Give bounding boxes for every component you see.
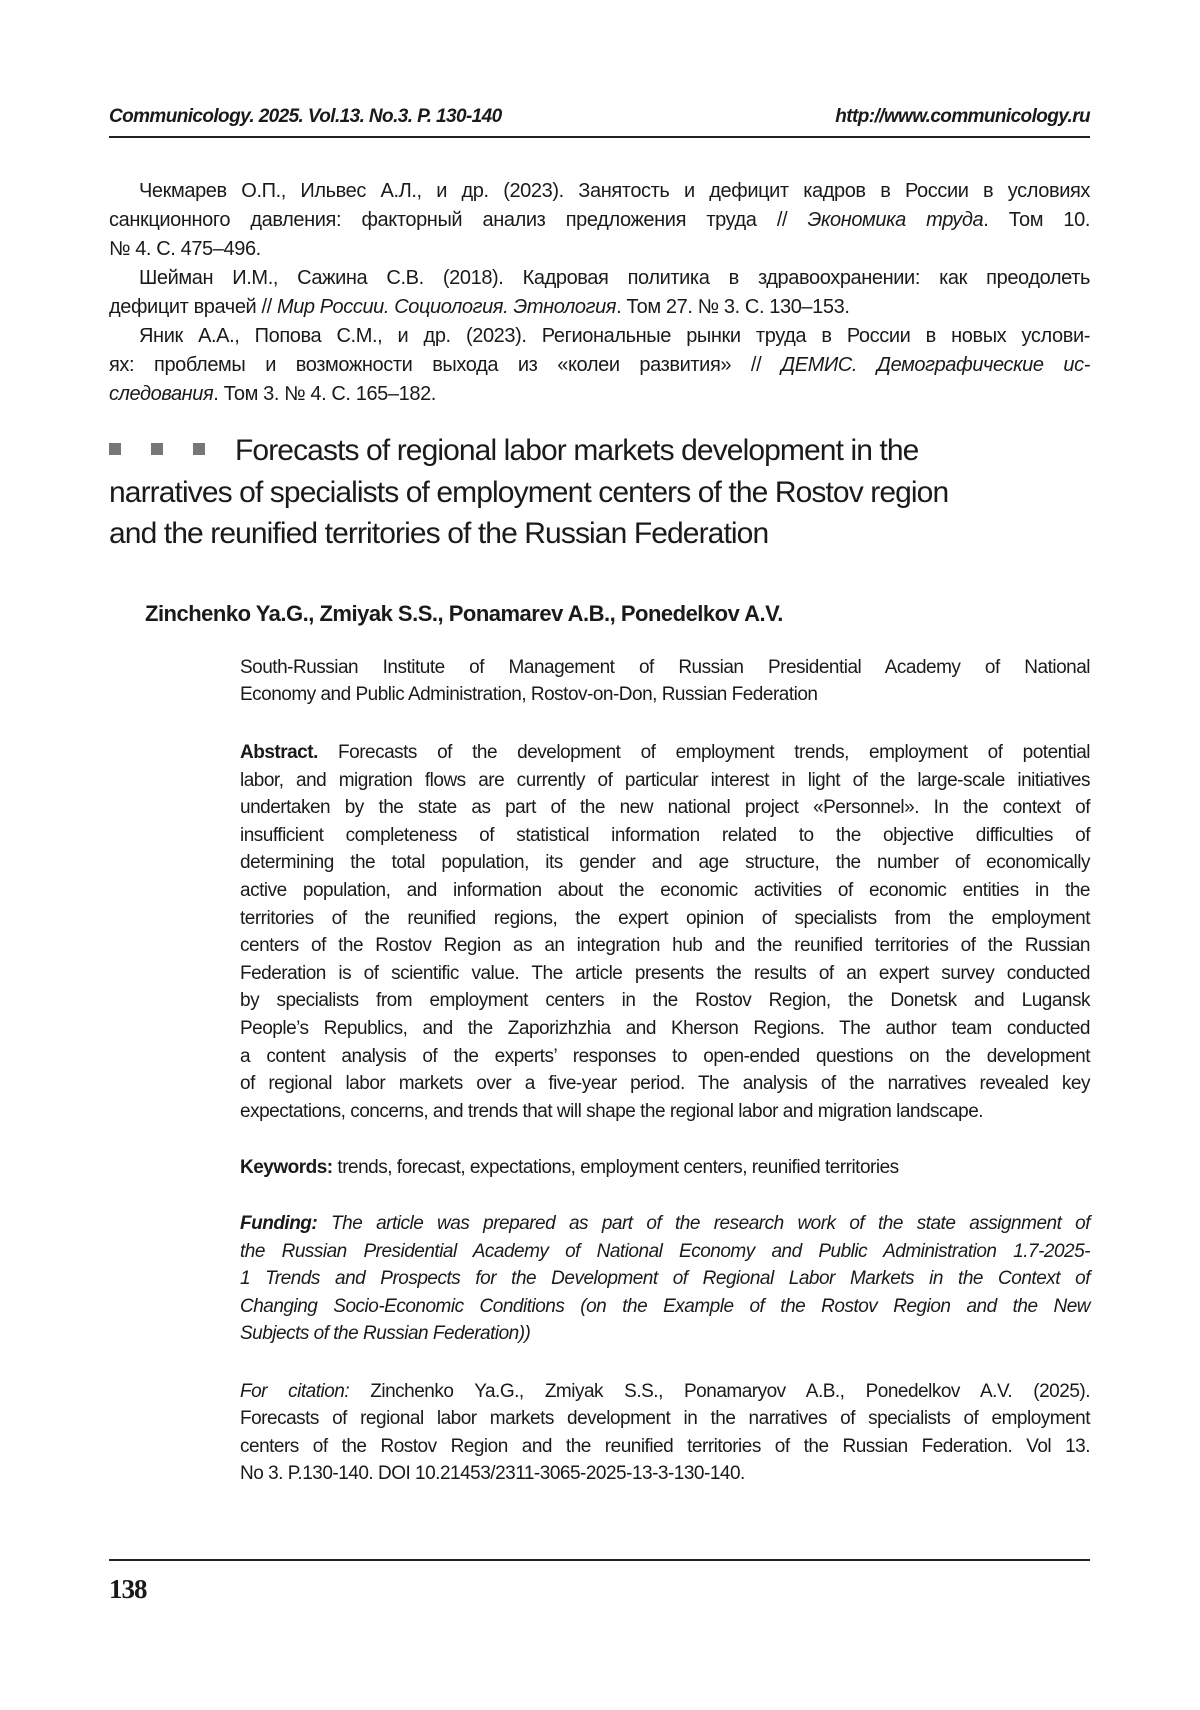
abstract-line	[240, 960, 1090, 988]
reference-line	[109, 293, 1090, 322]
funding-text: The article was prepared as part of the research work of the state assignment of	[317, 1213, 1090, 1234]
abstract-text: by specialists from employment centers in the Rostov Region, the Donetsk and Lugansk	[240, 990, 1090, 1012]
affiliation-line: Economy and Public Administration, Rostov-on-Don, Russian Federation	[240, 684, 818, 705]
article-title	[109, 430, 1009, 555]
funding-line	[240, 1238, 1090, 1266]
citation-text: Forecasts of regional labor markets development in the narratives of specialists of employment	[240, 1408, 1090, 1430]
journal-name: следования	[109, 383, 214, 405]
funding	[240, 1210, 1090, 1348]
citation-line	[240, 1433, 1090, 1460]
abstract-text: centers of the Rostov Region as an integration hub and the reunified territories of the Russian	[240, 935, 1090, 957]
journal-name: Мир России. Социология. Этнология	[276, 296, 617, 318]
authors: Zinchenko Ya.G., Zmiyak S.S., Ponamarev A.B., Ponedelkov A.V.	[145, 601, 783, 626]
abstract-line	[240, 905, 1090, 933]
citation-text: No 3. P.130-140. DOI 10.21453/2311-3065-2025-13-3-130-140.	[240, 1462, 745, 1484]
reference-line	[109, 380, 1090, 409]
abstract-line	[240, 1043, 1090, 1071]
funding-text: 1 Trends and Prospects for the Development of Regional Labor Markets in the Context of	[240, 1268, 1090, 1290]
footer-rule	[109, 1559, 1090, 1561]
reference-text: санкционного давления: факторный анализ предложения труда //	[109, 209, 808, 231]
citation-line	[240, 1460, 1090, 1487]
citation-label: For citation:	[240, 1381, 350, 1402]
abstract-line	[240, 1015, 1090, 1043]
reference-text: . Том 27. № 3. С. 130–153.	[616, 296, 850, 318]
funding-text: Subjects of the Russian Federation))	[240, 1323, 531, 1345]
reference-line	[109, 351, 1090, 380]
reference-line	[109, 206, 1090, 235]
abstract-text: determining the total population, its gender and age structure, the number of economically	[240, 852, 1090, 874]
reference-line	[109, 177, 1090, 206]
reference-text: № 4. С. 475–496.	[109, 238, 261, 260]
abstract-text: active population, and information about the economic activities of economic entities in the	[240, 879, 1090, 901]
reference-text: Чекмарев О.П., Ильвес А.Л., и др. (2023). Занятость и дефицит кадров в России в условиях	[139, 180, 1090, 202]
bullet-square-icon	[109, 443, 121, 455]
funding-text: the Russian Presidential Academy of National Economy and Public Administration 1.7-2025-	[240, 1240, 1090, 1262]
abstract-line	[240, 877, 1090, 905]
abstract-text: People’s Republics, and the Zaporizhzhia and Kherson Regions. The author team conducted	[240, 1017, 1090, 1039]
journal-citation: Communicology. 2025. Vol.13. No.3. P. 130-140	[109, 106, 502, 127]
funding-line	[240, 1265, 1090, 1293]
citation-text: Zinchenko Ya.G., Zmiyak S.S., Ponamaryov A.B., Ponedelkov A.V. (2025).	[349, 1381, 1090, 1402]
abstract-line	[240, 987, 1090, 1015]
funding-label: Funding:	[240, 1213, 318, 1234]
citation-text: centers of the Rostov Region and the reunified territories of the Russian Federation. Vol 13.	[240, 1435, 1090, 1457]
keywords	[240, 1154, 1090, 1182]
reference-line	[109, 264, 1090, 293]
affiliation-line: South-Russian Institute of Management of Russian Presidential Academy of National	[240, 657, 1090, 678]
keywords-label: Keywords:	[240, 1157, 333, 1178]
journal-url[interactable]: http://www.communicology.ru	[835, 106, 1090, 127]
funding-text: Changing Socio-Economic Conditions (on the Example of the Rostov Region and the New	[240, 1295, 1090, 1317]
abstract-line	[240, 932, 1090, 960]
abstract-label: Abstract.	[240, 742, 318, 763]
abstract-text: Federation is of scientific value. The article presents the results of an expert survey conducted	[240, 962, 1090, 984]
abstract-line	[240, 739, 1090, 767]
bullet-square-icon	[193, 443, 205, 455]
funding-line	[240, 1320, 1090, 1348]
affiliation	[240, 654, 1090, 708]
abstract-text: a content analysis of the experts’ responses to open-ended questions on the development	[240, 1045, 1090, 1067]
abstract-text: Forecasts of the development of employment trends, employment of potential	[317, 742, 1090, 763]
reference-text: дефицит врачей //	[109, 296, 277, 318]
title-line: narratives of specialists of employment centers of the Rostov region	[109, 475, 949, 509]
reference-text: . Том 3. № 4. С. 165–182.	[213, 383, 436, 405]
citation-line	[240, 1378, 1090, 1405]
reference-text: . Том 10.	[983, 209, 1091, 231]
journal-name: ДЕМИС. Демографические ис-	[781, 354, 1090, 376]
abstract-text: expectations, concerns, and trends that will shape the regional labor and migration landscape.	[240, 1100, 984, 1122]
title-line: and the reunified territories of the Russian Federation	[109, 517, 769, 550]
running-header	[109, 106, 1090, 136]
keywords-text: trends, forecast, expectations, employment centers, reunified territories	[332, 1157, 899, 1178]
abstract-text: undertaken by the state as part of the new national project «Personnel». In the context of	[240, 797, 1090, 819]
abstract	[240, 739, 1090, 1125]
abstract-text: of regional labor markets over a five-year period. The analysis of the narratives revealed key	[240, 1073, 1090, 1095]
abstract-line	[240, 822, 1090, 850]
reference-line	[109, 322, 1090, 351]
abstract-line	[240, 767, 1090, 795]
abstract-line	[240, 794, 1090, 822]
abstract-line	[240, 1098, 1090, 1126]
title-line: Forecasts of regional labor markets development in the	[235, 434, 919, 467]
abstract-text: labor, and migration flows are currently of particular interest in light of the large-scale initiatives	[240, 769, 1090, 791]
page-number: 138	[109, 1574, 147, 1604]
journal-name: Экономика труда	[807, 209, 984, 231]
abstract-text: insufficient completeness of statistical information related to the objective difficulties of	[240, 824, 1090, 846]
bullet-square-icon	[151, 443, 163, 455]
abstract-line	[240, 1070, 1090, 1098]
abstract-line	[240, 849, 1090, 877]
reference-list	[109, 177, 1090, 409]
citation-line	[240, 1405, 1090, 1432]
reference-text: ях: проблемы и возможности выхода из «колеи развития» //	[109, 354, 782, 376]
header-rule	[109, 136, 1090, 138]
funding-line	[240, 1293, 1090, 1321]
funding-line	[240, 1210, 1090, 1238]
reference-text: Яник А.А., Попова С.М., и др. (2023). Региональные рынки труда в России в новых услови-	[139, 325, 1090, 347]
reference-line	[109, 235, 1090, 264]
abstract-text: territories of the reunified regions, the expert opinion of specialists from the employment	[240, 907, 1090, 929]
citation	[240, 1378, 1090, 1487]
reference-text: Шейман И.М., Сажина С.В. (2018). Кадровая политика в здравоохранении: как преодолеть	[139, 267, 1090, 289]
